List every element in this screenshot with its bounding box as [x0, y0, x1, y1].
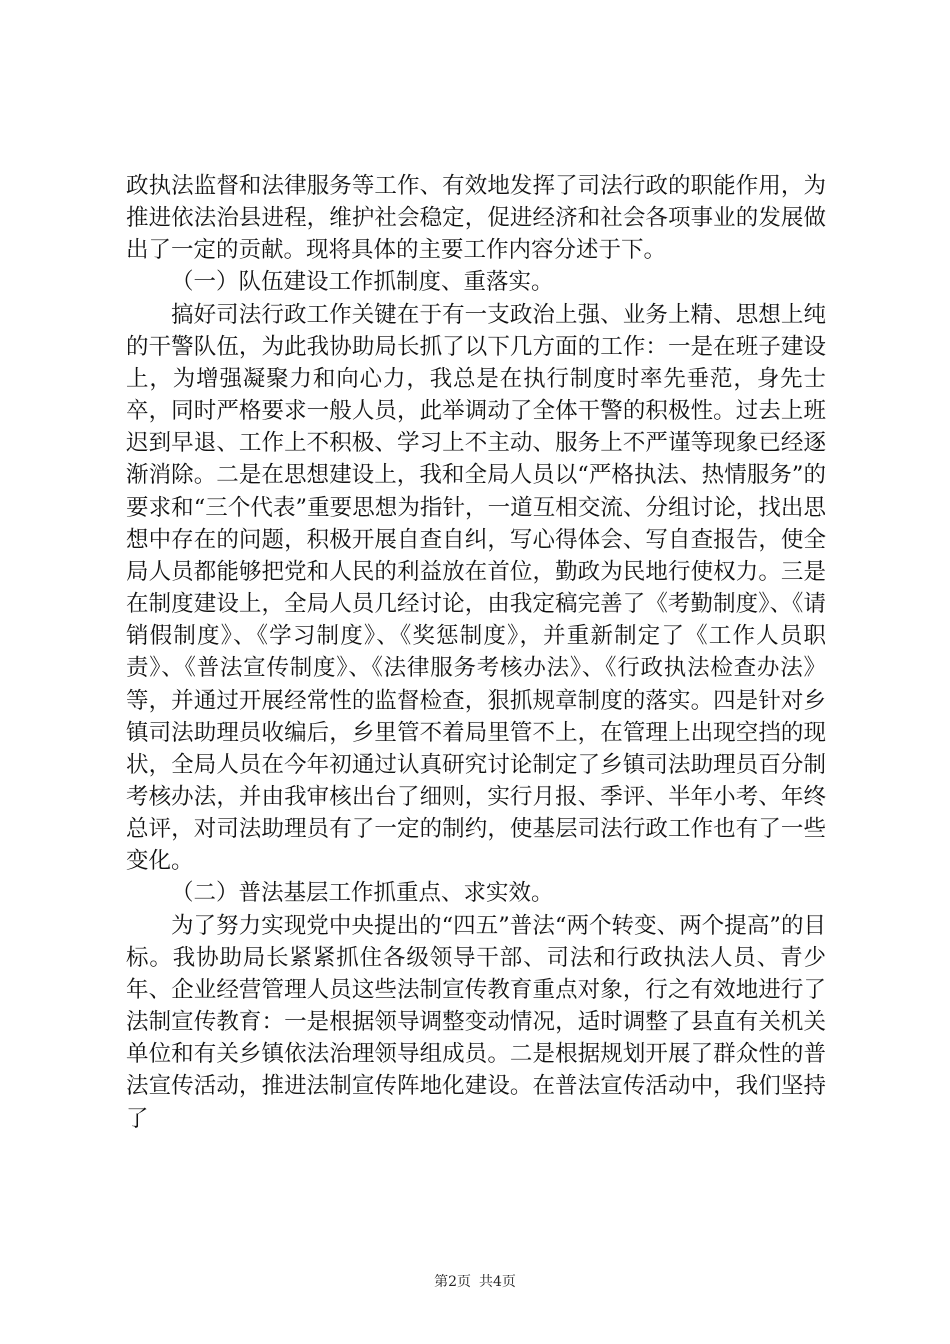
- section-heading-2: （二）普法基层工作抓重点、求实效。: [171, 880, 554, 907]
- paragraph-legal-education: 为了努力实现党中央提出的“四五”普法“两个转变、两个提高”的目标。我协助局长紧紧抓住各级领导干部、司法和行政执法人员、青少年、企业经营管理人员这些法制宣传教育重点对象，行之有效地进行了法制宣传教育：一是根据领导调整变动情况，适时调整了县直有关机关单位和有关乡镇依法治理领导组成员。二是根据规划开展了群众性的普法宣传活动，推进法制宣传阵地化建设。在普法宣传活动中，我们坚持了: [126, 912, 826, 1132]
- page-footer: [0, 1271, 950, 1291]
- section-heading-1: （一）队伍建设工作抓制度、重落实。: [171, 269, 554, 296]
- page-total: 共4页: [479, 1274, 516, 1290]
- page-number: 第2页: [434, 1274, 471, 1290]
- document-body: [126, 170, 826, 1135]
- paragraph-team-building: 搞好司法行政工作关键在于有一支政治上强、业务上精、思想上纯的干警队伍，为此我协助局长抓了以下几方面的工作：一是在班子建设上，为增强凝聚力和向心力，我总是在执行制度时率先垂范，身先士卒，同时严格要求一般人员，此举调动了全体干警的积极性。过去上班迟到早退、工作上不积极、学习上不主动、服务上不严谨等现象已经逐渐消除。二是在思想建设上，我和全局人员以“严格执法、热情服务”的要求和“三个代表”重要思想为指针，一道互相交流、分组讨论，找出思想中存在的问题，积极开展自查自纠，写心得体会、写自查报告，使全局人员都能够把党和人民的利益放在首位，勤政为民地行使权力。三是在制度建设上，全局人员几经讨论，由我定稿完善了《考勤制度》、《请销假制度》、《学习制度》、《奖惩制度》，并重新制定了《工作人员职责》、《普法宣传制度》、《法律服务考核办法》、《行政执法检查办法》等，并通过开展经常性的监督检查，狠抓规章制度的落实。四是针对乡镇司法助理员收编后，乡里管不着局里管不上，在管理上出现空挡的现状，全局人员在今年初通过认真研究讨论制定了乡镇司法助理员百分制考核办法，并由我审核出台了细则，实行月报、季评、半年小考、年终总评，对司法助理员有了一定的制约，使基层司法行政工作也有了一些变化。: [126, 301, 826, 875]
- paragraph-continuation: 政执法监督和法律服务等工作、有效地发挥了司法行政的职能作用，为推进依法治县进程，维护社会稳定，促进经济和社会各项事业的发展做出了一定的贡献。现将具体的主要工作内容分述于下。: [126, 173, 826, 264]
